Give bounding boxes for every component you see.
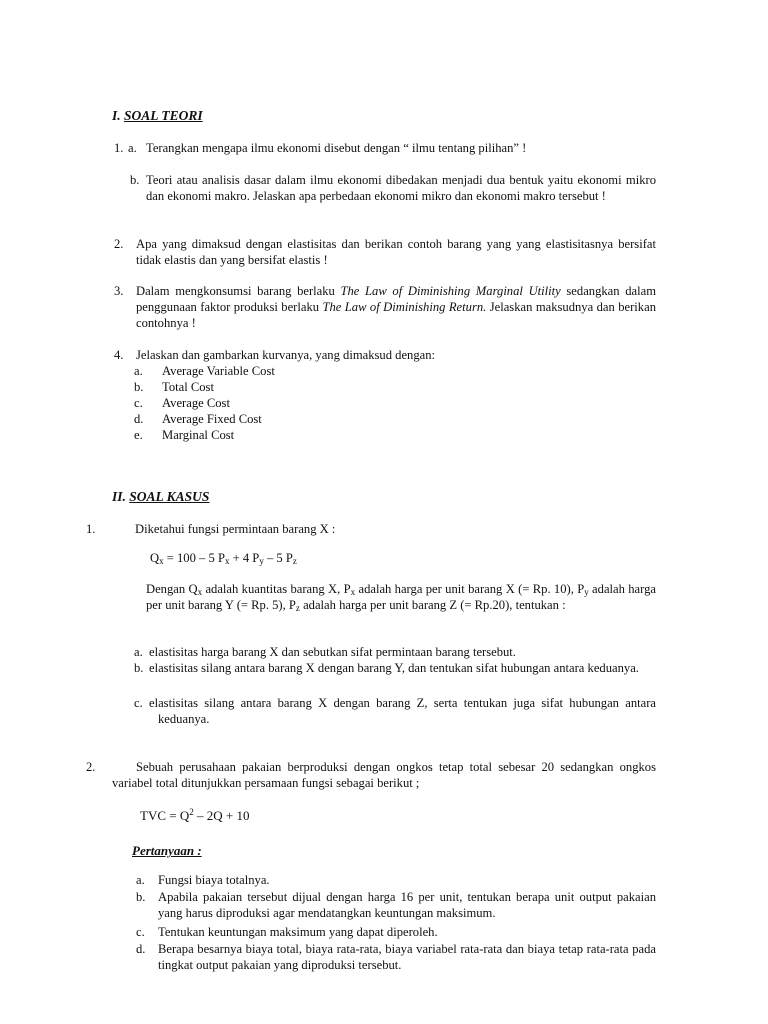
section-1-title: SOAL TEORI bbox=[124, 108, 203, 123]
section-1-heading bbox=[112, 108, 203, 124]
case-2-number: 2. bbox=[86, 760, 96, 774]
case-2-item-text: Tentukan keuntungan maksimum yang dapat diperoleh. bbox=[158, 925, 438, 939]
question-3-law2: The Law of Diminishing Return. bbox=[322, 300, 487, 314]
case-2-item-letter: b. bbox=[136, 890, 146, 904]
question-2-text: Apa yang dimaksud dengan elastisitas dan berikan contoh barang yang yang elastisitasnya bersifat tidak elastis dan yang bersifat elastis ! bbox=[136, 237, 656, 267]
case-1-intro: Diketahui fungsi permintaan barang X : bbox=[135, 522, 336, 536]
case-1-item-text: elastisitas harga barang X dan sebutkan sifat permintaan barang tersebut. bbox=[149, 645, 516, 659]
question-3-number: 3. bbox=[114, 284, 124, 298]
case-2-item-text: Apabila pakaian tersebut dijual dengan harga 16 per unit, tentukan berapa unit output pakaian yang harus diproduksi agar mendatangkan keuntungan maksimum. bbox=[158, 890, 656, 920]
case-1-description: Dengan $Q_x$ adalah kuantitas barang X, $P_x$ adalah harga per unit barang X (= Rp. 10), $P_y$ adalah harga per unit barang Y (= Rp. 5), $P_z$ adalah harga per unit barang Z (= Rp.20), tentukan : bbox=[146, 582, 656, 613]
section-1-numeral: I. bbox=[112, 108, 121, 123]
q4-item-letter: b. bbox=[134, 380, 144, 394]
question-4-text: Jelaskan dan gambarkan kurvanya, yang dimaksud dengan: bbox=[136, 348, 436, 362]
case-2-item-letter: d. bbox=[136, 942, 146, 956]
case-1-item-letter: c. bbox=[134, 696, 143, 710]
q4-item-text: Average Fixed Cost bbox=[162, 412, 262, 426]
q4-item-text: Total Cost bbox=[162, 380, 214, 394]
question-3-part3: Jelaskan maksudnya dan berikan contohnya ! bbox=[136, 300, 656, 330]
q4-item-text: Marginal Cost bbox=[162, 428, 235, 442]
question-3-part2: sedangkan dalam penggunaan faktor produksi berlaku bbox=[136, 284, 656, 314]
question-1b-text bbox=[148, 172, 656, 204]
section-2-title: SOAL KASUS bbox=[129, 489, 210, 504]
question-4-number: 4. bbox=[114, 348, 124, 362]
questions-label: Pertanyaan : bbox=[132, 843, 202, 858]
case-1-item-letter: b. bbox=[134, 661, 144, 675]
case-1-number: 1. bbox=[86, 522, 96, 536]
question-1a-text: Terangkan mengapa ilmu ekonomi disebut dengan “ ilmu tentang pilihan” ! bbox=[146, 141, 527, 155]
q4-item-letter: c. bbox=[134, 396, 143, 410]
case-1-item-letter: a. bbox=[134, 645, 143, 659]
q4-item-text: Average Cost bbox=[162, 396, 230, 410]
question-2-number: 2. bbox=[114, 237, 124, 251]
case-1-item-text: elastisitas silang antara barang X dengan barang Y, dan tentukan sifat hubungan antara keduanya. bbox=[149, 661, 639, 675]
question-1-number: 1. bbox=[114, 141, 124, 155]
question-1b-body: Teori atau analisis dasar dalam ilmu ekonomi dibedakan menjadi dua bentuk yaitu ekonomi mikro dan ekonomi makro. Jelaskan apa perbedaan ekonomi mikro dan ekonomi makro tersebut ! bbox=[146, 173, 656, 203]
question-3-text bbox=[136, 283, 656, 331]
case-2-item-text: Fungsi biaya totalnya. bbox=[158, 873, 270, 887]
question-3-law1: The Law of Diminishing Marginal Utility bbox=[340, 284, 561, 298]
section-2-heading bbox=[112, 489, 209, 505]
question-1a-letter: a. bbox=[128, 141, 137, 155]
case-2-item-letter: a. bbox=[136, 873, 145, 887]
question-3-part1: Dalam mengkonsumsi barang berlaku bbox=[136, 284, 341, 298]
case-2-item-letter: c. bbox=[136, 925, 145, 939]
q4-item-letter: a. bbox=[134, 364, 143, 378]
case-1-equation: $Q_x = 100 - 5$ $P_x + 4$ $P_y - 5$ $P_z$ bbox=[150, 551, 297, 566]
q4-item-text: Average Variable Cost bbox=[162, 364, 275, 378]
case-1-item-text: elastisitas silang antara barang X dengan barang Z, serta tentukan juga sifat hubungan antara keduanya. bbox=[149, 696, 656, 726]
case-2-equation: TVC = $Q^2 - 2Q + 10$ bbox=[140, 807, 250, 823]
case-2-item-text: Berapa besarnya biaya total, biaya rata-rata, biaya variabel rata-rata dan biaya tetap rata-rata pada tingkat output pakaian yang diproduksi tersebut. bbox=[158, 942, 656, 972]
q4-item-letter: d. bbox=[134, 412, 144, 426]
q4-item-letter: e. bbox=[134, 428, 143, 442]
case-2-intro: Sebuah perusahaan pakaian berproduksi dengan ongkos tetap total sebesar 20 sedangkan ongkos variabel total ditunjukkan persamaan fungsi sebagai berikut ; bbox=[112, 760, 656, 790]
question-1b-letter: b. bbox=[130, 173, 140, 187]
section-2-numeral: II. bbox=[112, 489, 126, 504]
